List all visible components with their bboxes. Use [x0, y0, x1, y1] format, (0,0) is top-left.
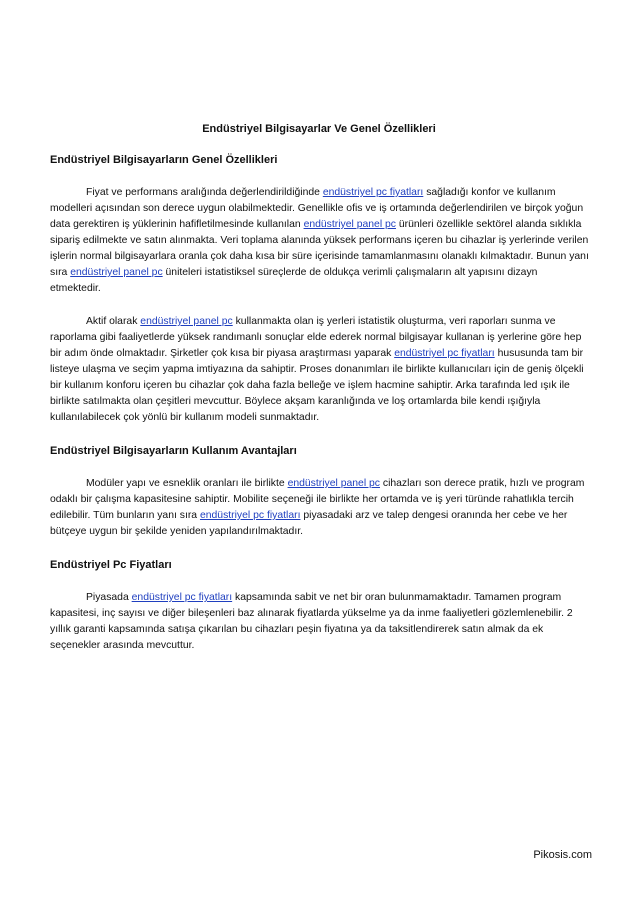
- paragraph-general-features-2: [50, 314, 590, 426]
- paragraph-text: piyasadaki arz ve talep dengesi oranında her cebe ve her bütçeye uygun bir şekilde yeniden yapılandırılmaktadır.: [50, 510, 568, 537]
- paragraph-text: kullanmakta olan iş yerleri istatistik oluşturma, veri raporları sunma ve raporlama gibi faaliyetlerde yüksek randımanlı sonuçlar elde ederek normal bilgisayar kullanan iş yerlerine göre hep bir adım önde olmaktadır. Şirketler çok kısa bir piyasa araştırması yaparak: [50, 316, 582, 359]
- paragraph-text: cihazları son derece pratik, hızlı ve program odaklı bir çalışma kapasitesine sahiptir. Mobilite seçeneği ile birlikte her ortamda ve iş yeri türünde rahatlıkla tercih edilebilir. Tüm bunların yanı sıra: [50, 478, 585, 521]
- section-heading-pc-prices: Endüstriyel Pc Fiyatları: [50, 559, 172, 571]
- paragraph-text: üniteleri istatistiksel süreçlerde de oldukça verimli çalışmaların alt yapısını dizayn etmektedir.: [50, 267, 538, 294]
- link-endustriyel-panel-pc[interactable]: endüstriyel panel pc: [70, 267, 163, 278]
- link-endustriyel-panel-pc[interactable]: endüstriyel panel pc: [287, 478, 380, 489]
- paragraph-text: ürünleri özellikle sektörel alanda sıklıkla sipariş edilmekte ve satın alınmakta. Veri toplama alanında yüksek performans içeren bu cihazlar iş yerlerinde verilen işlerin normal bilgisayarlara oranla çok daha kısa bir süre içerisinde tamamlanmasını olanaklı kılmaktadır. Bunun yanı sıra: [50, 219, 589, 278]
- paragraph-text: hususunda tam bir listeye ulaşma ve seçim yapma imtiyazına da sahiptir. Proses donanımları ile birlikte kullanıcıları için de geniş ölçekli bir kullanım konforu içeren bu cihazlar çok daha fazla belleğe ve işlem hacmine sahiptir. Arka tarafında led ışık ile birlikte satılmakta olan çeşitleri mevcuttur. Böylece akşam karanlığında ve loş ortamlarda bile kendi ışığıyla kullanılabilecek çok yönlü bir kullanım modeli sunmaktadır.: [50, 348, 584, 423]
- document-title: Endüstriyel Bilgisayarlar Ve Genel Özellikleri: [202, 123, 436, 135]
- paragraph-text: Aktif olarak: [86, 316, 141, 327]
- link-endustriyel-pc-fiyatlari[interactable]: endüstriyel pc fiyatları: [199, 510, 301, 521]
- paragraph-text: Modüler yapı ve esneklik oranları ile birlikte: [86, 478, 288, 489]
- section-heading-general-features: Endüstriyel Bilgisayarların Genel Özellikleri: [50, 154, 278, 166]
- paragraph-text: Piyasada: [86, 592, 132, 603]
- document-body: [50, 152, 590, 671]
- link-endustriyel-panel-pc[interactable]: endüstriyel panel pc: [140, 316, 233, 327]
- section-heading-usage-advantages: Endüstriyel Bilgisayarların Kullanım Avantajları: [50, 445, 297, 457]
- paragraph-usage-advantages-1: [50, 476, 590, 540]
- link-endustriyel-pc-fiyatlari[interactable]: endüstriyel pc fiyatları: [394, 348, 495, 359]
- link-endustriyel-panel-pc[interactable]: endüstriyel panel pc: [303, 219, 396, 230]
- paragraph-pc-prices-1: [50, 590, 590, 654]
- link-endustriyel-pc-fiyatlari[interactable]: endüstriyel pc fiyatları: [322, 187, 424, 198]
- paragraph-text: sağladığı konfor ve kullanım modelleri açısından son derece uygun olabilmektedir. Genellikle ofis ve iş ortamında değerlendirilen ve birçok yoğun data gerektiren iş yüklerinin hafifletilmesinde kullanılan: [50, 187, 584, 230]
- paragraph-text: kapsamında sabit ve net bir oran bulunmamaktadır. Tamamen program kapasitesi, inç sayısı ve diğer bileşenleri baz alınarak fiyatlarda yükselme ya da inme faaliyetleri gözlemlenebilir. 2 yıllık garanti kapsamında satışa çıkarılan bu cihazları peşin fiyatına ya da taksitlendirerek satın almak da ek seçenekler arasında mevcuttur.: [50, 592, 573, 651]
- paragraph-text: Fiyat ve performans aralığında değerlendirildiğinde: [86, 187, 323, 198]
- link-endustriyel-pc-fiyatlari[interactable]: endüstriyel pc fiyatları: [131, 592, 233, 603]
- paragraph-general-features-1: [50, 185, 590, 297]
- footer-site-name: Pikosis.com: [533, 849, 592, 861]
